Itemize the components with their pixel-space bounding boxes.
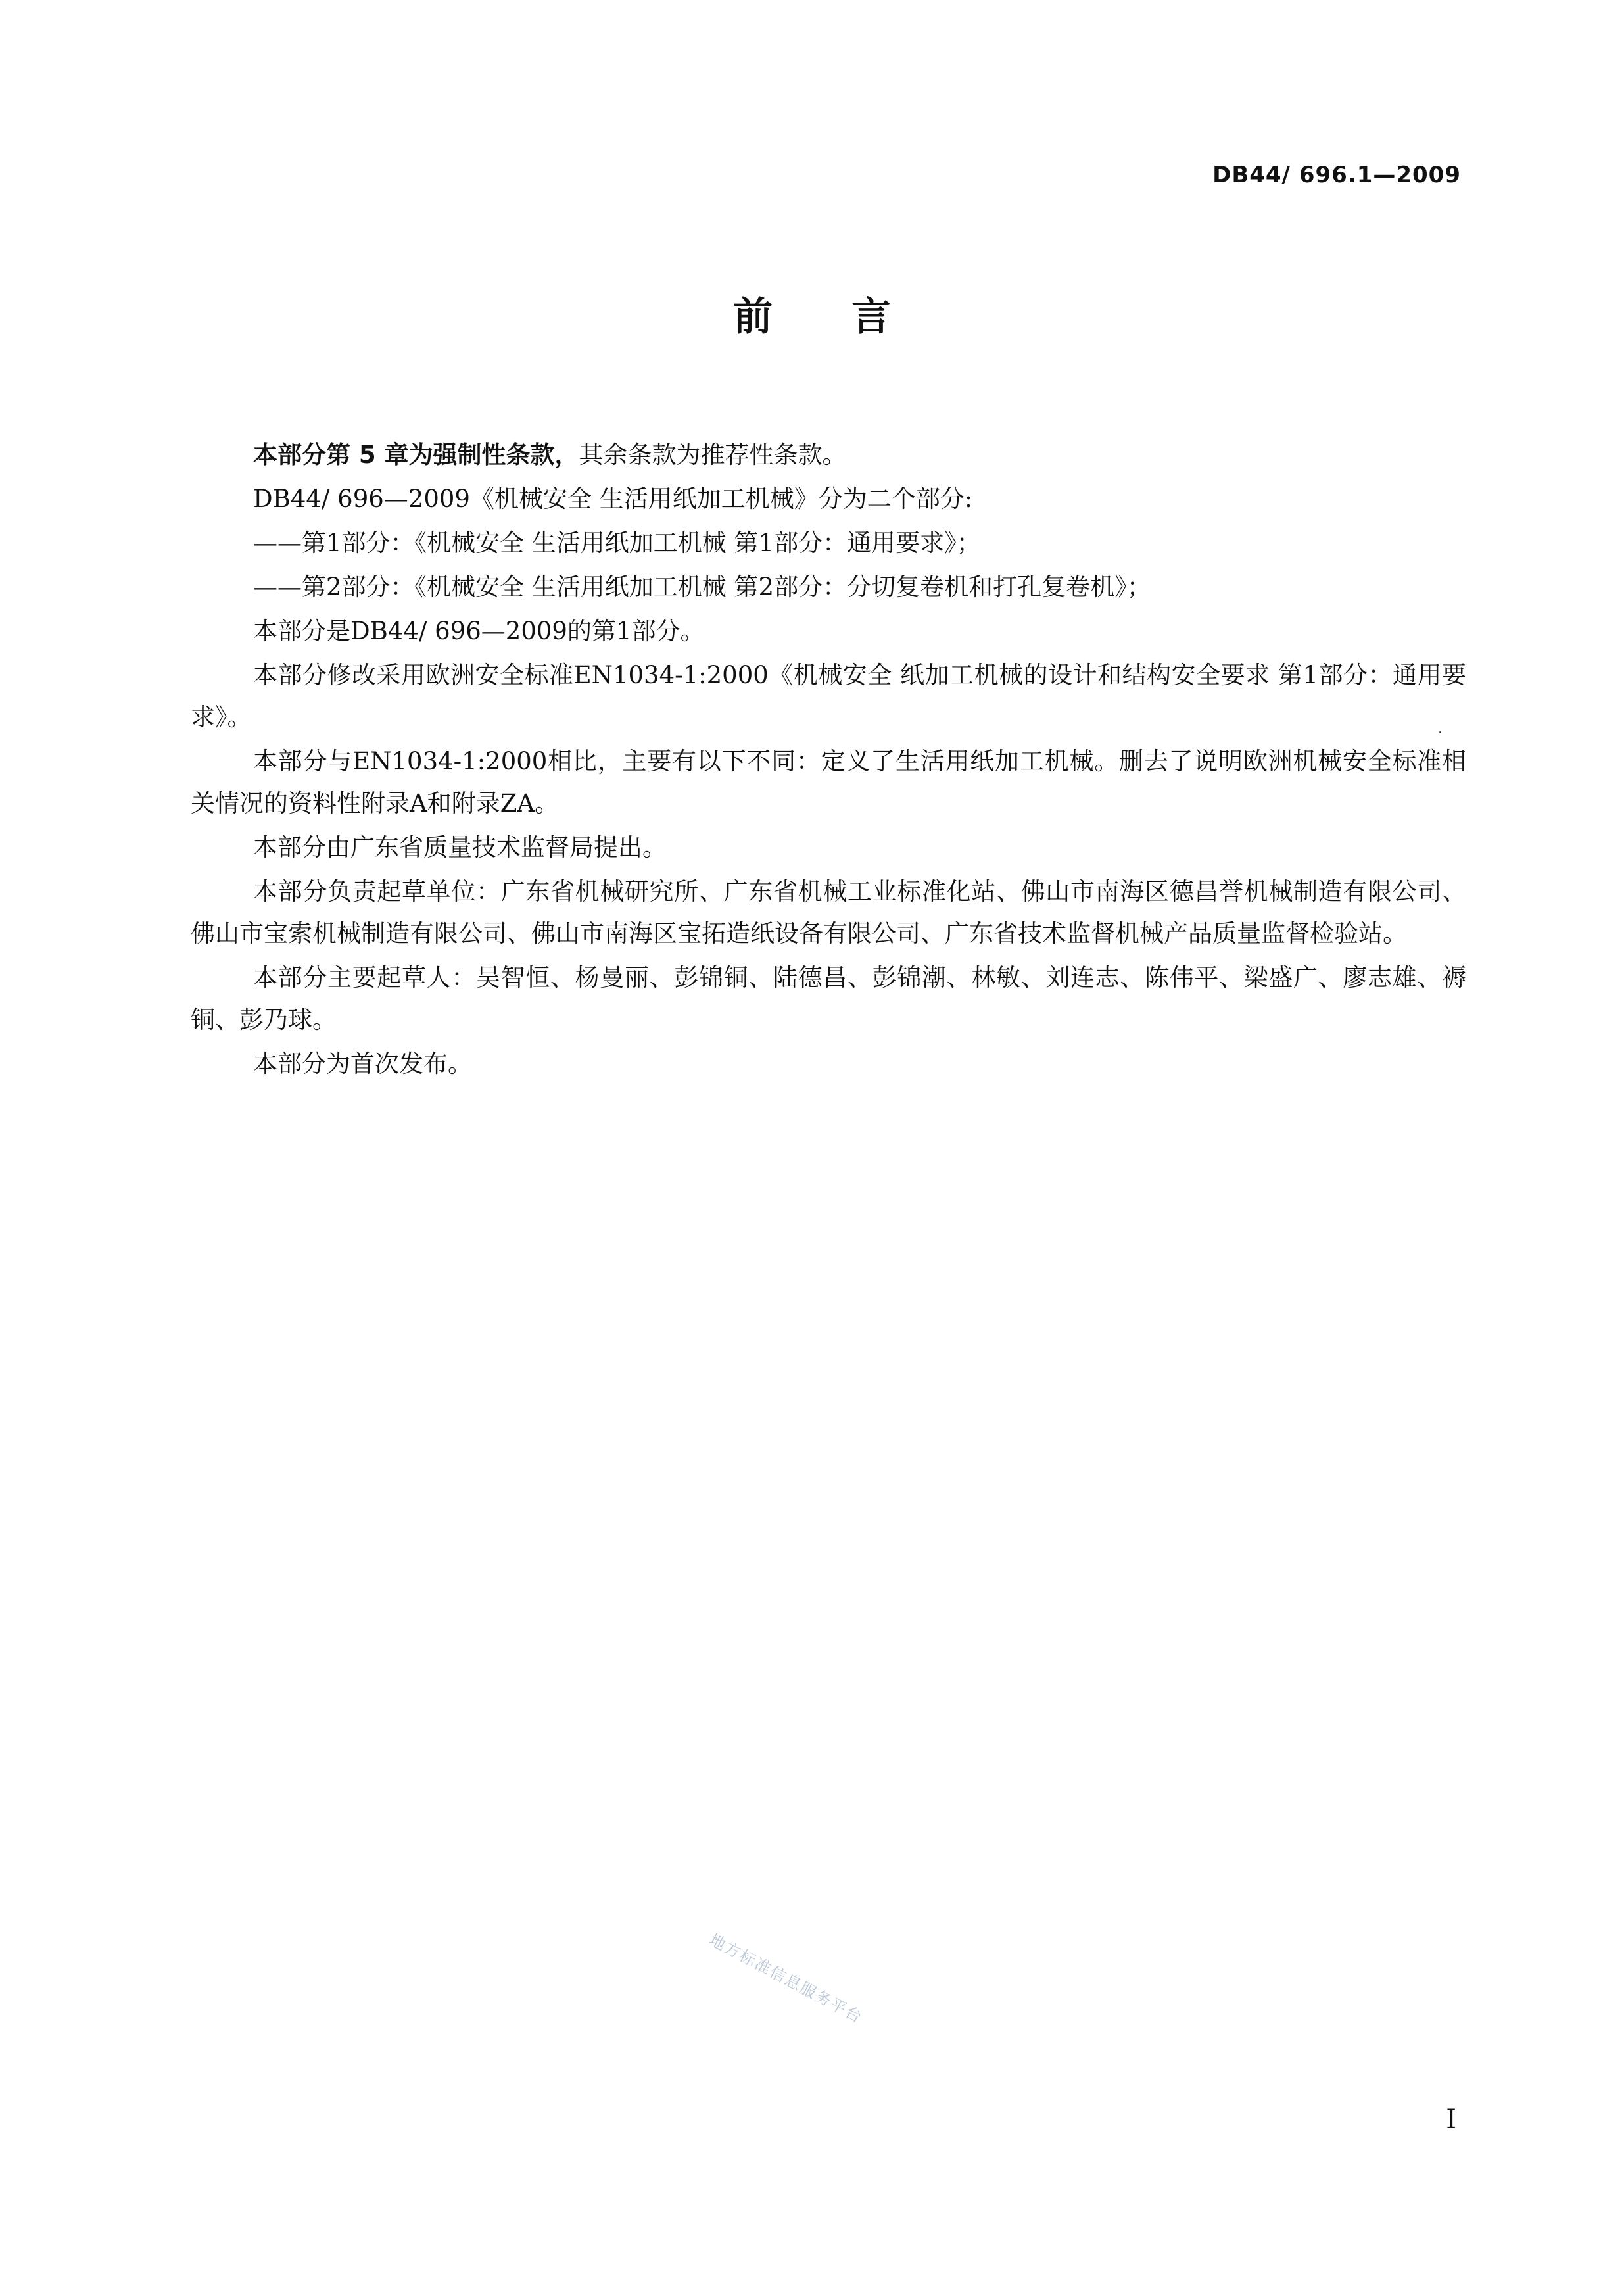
part-2-item: ——第2部分：《机械安全 生活用纸加工机械 第2部分：分切复卷机和打孔复卷机》； xyxy=(253,573,1151,601)
foreword-body xyxy=(191,434,1466,1087)
adoption-statement: 本部分修改采用欧洲安全标准EN1034-1:2000《机械安全 纸加工机械的设计和结构安全要求 第1部分：通用要求》。 xyxy=(191,661,1466,731)
release-statement: 本部分为首次发布。 xyxy=(253,1050,472,1078)
this-part-statement: 本部分是DB44/ 696—2009的第1部分。 xyxy=(253,617,705,645)
mandatory-clause-bold: 本部分第 5 章为强制性条款， xyxy=(253,441,579,469)
page-number: I xyxy=(1446,2104,1456,2135)
drafting-units: 本部分负责起草单位：广东省机械研究所、广东省机械工业标准化站、佛山市南海区德昌誉机械制造有限公司、佛山市宝索机械制造有限公司、佛山市南海区宝拓造纸设备有限公司、广东省技术监督机械产品质量监督检验站。 xyxy=(191,877,1466,948)
part-1-item: ——第1部分：《机械安全 生活用纸加工机械 第1部分：通用要求》； xyxy=(253,529,981,557)
mandatory-clause-normal: 其余条款为推荐性条款。 xyxy=(579,441,847,469)
differences-statement: 本部分与EN1034-1:2000相比，主要有以下不同：定义了生活用纸加工机械。删去了说明欧洲机械安全标准相关情况的资料性附录A和附录ZA。 xyxy=(191,747,1466,817)
page-title: 前言 xyxy=(733,294,970,340)
watermark: 地方标准信息服务平台 xyxy=(706,1930,866,2028)
proposer-statement: 本部分由广东省质量技术监督局提出。 xyxy=(253,833,667,862)
standard-parts-intro: DB44/ 696—2009《机械安全 生活用纸加工机械》分为二个部分: xyxy=(253,485,973,513)
standard-code: DB44/ 696.1—2009 xyxy=(1212,162,1461,188)
mandatory-clause-paragraph xyxy=(191,434,1466,476)
drafters: 本部分主要起草人：吴智恒、杨曼丽、彭锦铜、陆德昌、彭锦潮、林敏、刘连志、陈伟平、梁盛广、廖志雄、褥铜、彭乃球。 xyxy=(191,963,1466,1034)
scan-speck xyxy=(1439,731,1441,733)
